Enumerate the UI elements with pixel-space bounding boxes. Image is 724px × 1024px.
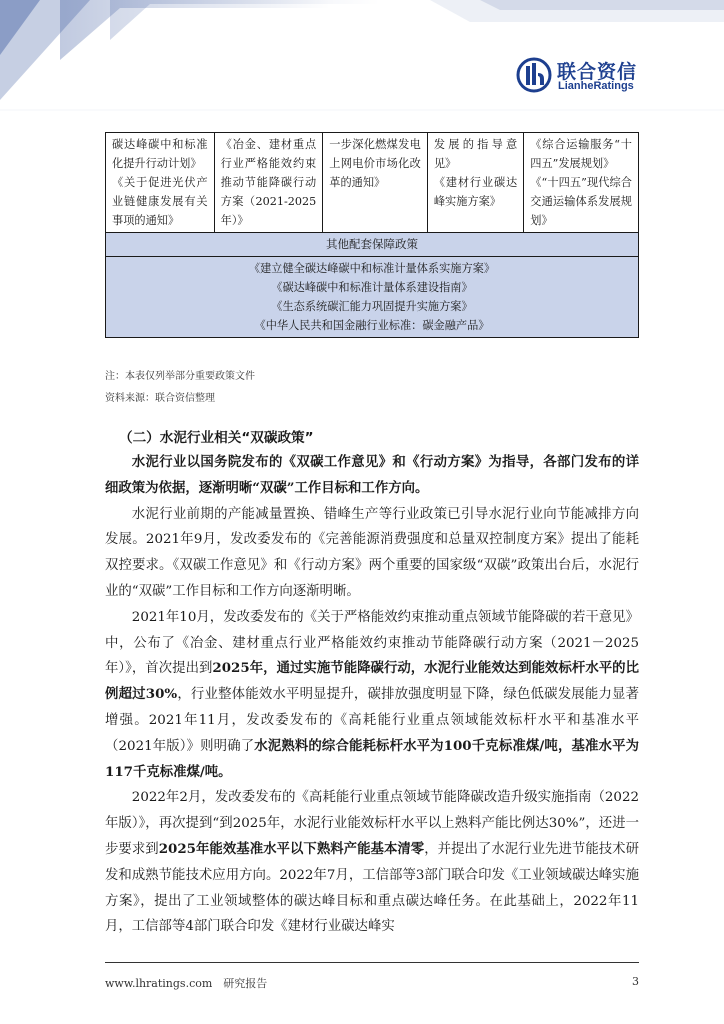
table-band-header-row [106, 233, 639, 257]
text-run: 2021年10月，发改委发布的《关于严格能效约束推动重点领域节能降碳的若干意见》中，公布了《冶金、建材重点行业严格能效约束推动节能降碳行动方案（2021－2025年）》，首次提出到 [105, 609, 639, 677]
cell-text: 发展的指导意见》 《建材行业碳达峰实施方案》 [433, 138, 518, 208]
bold-run: 水泥熟料的综合能耗标杆水平为100千克标准煤/吨，基准水平为117千克标准煤/吨。 [105, 737, 639, 780]
company-logo [516, 57, 676, 97]
band-item: 《碳达峰碳中和标准计量体系建设指南》 [271, 281, 473, 294]
section-title: （二）水泥行业相关“双碳政策” [119, 430, 314, 446]
text-run: ，并提出了水泥行业先进节能技术研发和成熟节能技术应用方向。2022年7月，工信部等3部门联合印发《工业领域碳达峰实施方案》，提出了工业领域整体的碳达峰目标和重点碳达峰任务。在此基础上，2022年11月，工信部等4部门联合印发《建材行业碳达峰实 [105, 841, 639, 935]
lead-paragraph [105, 450, 639, 502]
policy-table [105, 132, 639, 338]
table-cell [427, 133, 523, 233]
cell-text: 《冶金、建材重点行业严格能效约束推动节能降碳行动方案（2021-2025年）》 [220, 138, 317, 227]
logo-name-en: LianheRatings [558, 80, 634, 92]
paragraph [105, 605, 639, 786]
footer-divider [105, 962, 639, 963]
band-item: 《建立健全碳达峰碳中和标准计量体系实施方案》 [248, 262, 496, 275]
table-note: 注：本表仅列举部分重要政策文件 [105, 371, 255, 382]
band-item: 《生态系统碳汇能力巩固提升实施方案》 [271, 300, 473, 313]
logo-name-cn: 联合资信 [557, 61, 638, 83]
table-cell [106, 133, 215, 233]
bold-run: 2025年能效基准水平以下熟料产能基本清零 [158, 840, 425, 857]
footer-site: www.lhratings.com 研究报告 [105, 977, 268, 990]
page-number: 3 [632, 975, 639, 988]
paragraph: 水泥行业前期的产能减量置换、错峰生产等行业政策已引导水泥行业向节能减排方向发展。2021年9月，发改委发布的《完善能源消费强度和总量双控制度方案》提出了能耗双控要求。《双碳工作意见》和《行动方案》两个重要的国家级“双碳”政策出台后，水泥行业的“双碳”工作目标和工作方向逐渐明晰。 [105, 506, 639, 599]
cell-text: 一步深化燃煤发电上网电价市场化改革的通知》 [329, 138, 421, 189]
text-run: ，行业整体能效水平明显提升，碳排放强度明显下降，绿色低碳发展能力显著增强。2021年11月，发改委发布的《高耗能行业重点领域能效标杆水平和基准水平（2021年版）》则明确了 [105, 687, 640, 754]
lianhe-logo-icon [516, 57, 552, 93]
cell-text: 碳达峰碳中和标准化提升行动计划》 《关于促进光伏产业链健康发展有关事项的通知》 [112, 138, 208, 227]
lead-text: 水泥行业以国务院发布的《双碳工作意见》和《行动方案》为指导，各部门发布的详细政策为依据，逐渐明晰“双碳”工作目标和工作方向。 [105, 454, 639, 496]
text-run: 2022年2月，发改委发布的《高耗能行业重点领域节能降碳改造升级实施指南（2022年版）》，再次提到“到2025年，水泥行业能效标杆水平以上熟料产能比例达30%”，还进一步要求到 [105, 790, 639, 857]
table-cell [323, 133, 428, 233]
bold-run: 2025年，通过实施节能降碳行动，水泥行业能效达到能效标杆水平的比例超过30% [105, 660, 639, 703]
band-title: 其他配套保障政策 [106, 233, 639, 257]
table-source: 资料来源：联合资信整理 [105, 393, 215, 404]
cell-text: 《综合运输服务“十四五”发展规划》 《“十四五”现代综合交通运输体系发展规划》 [530, 138, 632, 227]
table-cell [524, 133, 639, 233]
table-band-items-row [106, 257, 639, 338]
table-cell [214, 133, 323, 233]
band-items [106, 257, 639, 338]
body-text [105, 450, 639, 940]
paragraph [105, 785, 639, 940]
table-row [106, 133, 639, 233]
band-item: 《中华人民共和国金融行业标准：碳金融产品》 [254, 319, 490, 332]
